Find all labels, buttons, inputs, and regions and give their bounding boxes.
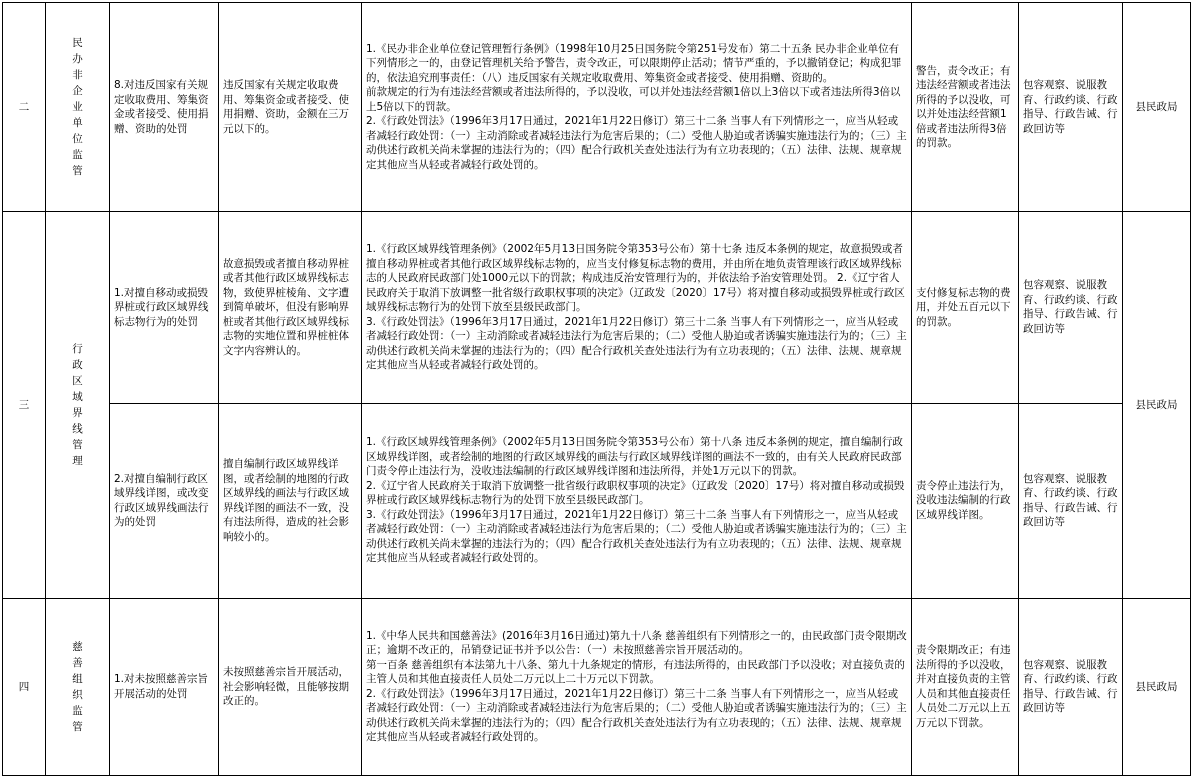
behavior-cell: 未按照慈善宗旨开展活动，社会影响轻微，且能够按期改正的。: [219, 598, 362, 775]
legal-basis-paragraph: 3.《行政处罚法》（1996年3月17日通过，2021年1月22日修订）第三十二条 当事人有下列情形之一，应当从轻或者减轻行政处罚：（一）主动消除或者减轻违法行为危害后果的；（二）受他人胁迫或者诱骗实施违法行为的；（三）主动供述行政机关尚未掌握的违法行为的；（四）配合行政机关查处违法行为有立功表现的；（五）法律、法规、规章规定其他应当从轻或者减轻行政处罚的。: [366, 508, 907, 565]
category-label: 民办非企业单位监管: [72, 37, 83, 178]
measures-cell: 包容观察、说服教育、行政约谈、行政指导、行政告诫、行政回访等: [1019, 403, 1123, 598]
legal-basis-paragraph: 前款规定的行为有违法经营额或者违法所得的，予以没收，可以并处违法经营额1倍以上3倍以下或者违法所得3倍以上5倍以下的罚款。: [366, 86, 901, 113]
item-cell: 1.对未按照慈善宗旨开展活动的处罚: [110, 598, 219, 775]
item-cell: 8.对违反国家有关规定收取费用、筹集资金或者接受、使用捐赠、资助的处罚: [110, 3, 219, 212]
organization-cell: 县民政局: [1123, 598, 1191, 775]
organization-cell: 县民政局: [1123, 3, 1191, 212]
organization-cell: 县民政局: [1123, 212, 1191, 598]
behavior-cell: 擅自编制行政区域界线详图，或者绘制的地图的行政区域界线的画法与行政区域界线详图的画法不一致，没有违法所得，造成的社会影响较小的。: [219, 403, 362, 598]
legal-basis-cell: [362, 212, 912, 403]
legal-basis-cell: [362, 403, 912, 598]
behavior-cell: 违反国家有关规定收取费用、筹集资金或者接受、使用捐赠、资助，金额在三万元以下的。: [219, 3, 362, 212]
category-cell: [46, 212, 110, 598]
item-cell: 1.对擅自移动或损毁界桩或行政区域界线标志物行为的处罚: [110, 212, 219, 403]
table-row: [3, 598, 1191, 775]
category-cell: [46, 598, 110, 775]
category-cell: [46, 3, 110, 212]
legal-basis-paragraph: 1.《中华人民共和国慈善法》(2016年3月16日通过)第九十八条 慈善组织有下列情形之一的，由民政部门责令限期改正；逾期不改正的，吊销登记证书并予以公告：（一）未按照慈善宗旨开展活动的。: [366, 629, 907, 657]
row-number: 二: [3, 3, 46, 212]
legal-basis-paragraph: 1.《民办非企业单位登记管理暂行条例》（1998年10月25日国务院令第251号发布）第二十五条 民办非企业单位有下列情形之一的，由登记管理机关给予警告，责令改正，可以限期停止活动；情节严重的，予以撤销登记；构成犯罪的，依法追究刑事责任：（八）违反国家有关规定收取费用、筹集资金或者接受、使用捐赠、资助的。: [366, 42, 902, 84]
penalty-cell: 警告，责令改正；有违法经营额或者违法所得的予以没收，可以并处违法经营额1倍或者违法所得3倍的罚款。: [912, 3, 1019, 212]
legal-basis-paragraph: 2.《行政处罚法》（1996年3月17日通过，2021年1月22日修订）第三十二条 当事人有下列情形之一，应当从轻或者减轻行政处罚：（一）主动消除或者减轻违法行为危害后果的；（二）受他人胁迫或者诱骗实施违法行为的；（三）主动供述行政机关尚未掌握的违法行为的；（四）配合行政机关查处违法行为有立功表现的；（五）法律、法规、规章规定其他应当从轻或者减轻行政处罚的。: [366, 687, 907, 744]
measures-cell: 包容观察、说服教育、行政约谈、行政指导、行政告诫、行政回访等: [1019, 598, 1123, 775]
penalty-cell: 责令停止违法行为，没收违法编制的行政区域界线详图。: [912, 403, 1019, 598]
category-label: 慈善组织监管: [72, 640, 83, 733]
penalty-cell: 支付修复标志物的费用，并处五百元以下的罚款。: [912, 212, 1019, 403]
table-row: [3, 3, 1191, 212]
legal-basis-cell: [362, 598, 912, 775]
row-number: 三: [3, 212, 46, 598]
measures-cell: 包容观察、说服教育、行政约谈、行政指导、行政告诫、行政回访等: [1019, 3, 1123, 212]
measures-cell: 包容观察、说服教育、行政约谈、行政指导、行政告诫、行政回访等: [1019, 212, 1123, 403]
legal-basis-cell: [362, 3, 912, 212]
penalty-discretion-table: [2, 2, 1191, 776]
legal-basis-paragraph: 2.《行政处罚法》（1996年3月17日通过，2021年1月22日修订）第三十二条 当事人有下列情形之一，应当从轻或者减轻行政处罚：（一）主动消除或者减轻违法行为危害后果的；（二）受他人胁迫或者诱骗实施违法行为的；（三）主动供述行政机关尚未掌握的违法行为的；（四）配合行政机关查处违法行为有立功表现的；（五）法律、法规、规章规定其他应当从轻或者减轻行政处罚的。: [366, 115, 907, 171]
penalty-cell: 责令限期改正；有违法所得的予以没收，并对直接负责的主管人员和其他直接责任人员处二万元以上五万元以下罚款。: [912, 598, 1019, 775]
legal-basis-paragraph: 2.《辽宁省人民政府关于取消下放调整一批省级行政职权事项的决定》（辽政发〔2020〕17号）将对擅自移动或损毁界桩或行政区域界线标志物行为的处罚下放至县级民政部门。: [366, 479, 905, 507]
legal-basis-paragraph: 第一百条 慈善组织有本法第九十八条、第九十九条规定的情形，有违法所得的，由民政部门予以没收；对直接负责的主管人员和其他直接责任人员处二万元以上二十万元以下罚款。: [366, 658, 905, 686]
table-row: [3, 212, 1191, 403]
legal-basis-paragraph: 3.《行政处罚法》（1996年3月17日通过，2021年1月22日修订）第三十二条 当事人有下列情形之一，应当从轻或者减轻行政处罚：（一）主动消除或者减轻违法行为危害后果的；（二）受他人胁迫或者诱骗实施违法行为的；（三）主动供述行政机关尚未掌握的违法行为的；（四）配合行政机关查处违法行为有立功表现的；（五）法律、法规、规章规定其他应当从轻或者减轻行政处罚的。: [366, 315, 907, 372]
behavior-cell: 故意损毁或者擅自移动界桩或者其他行政区域界线标志物，致使界桩棱角、文字遭到简单破坏，但没有影响界桩或者其他行政区域界线标志物的实地位置和界桩桩体文字内容辨认的。: [219, 212, 362, 403]
item-cell: 2.对擅自编制行政区域界线详图，或改变行政区域界线画法行为的处罚: [110, 403, 219, 598]
row-number: 四: [3, 598, 46, 775]
legal-basis-paragraph: 1.《行政区域界线管理条例》（2002年5月13日国务院令第353号公布）第十八条 违反本条例的规定，擅自编制行政区域界线详图，或者绘制的地图的行政区域界线的画法与行政区域界线详图的画法不一致的，由有关人民政府民政部门责令停止违法行为，没收违法编制的行政区域界线详图和违法所得，并处1万元以下的罚款。: [366, 436, 903, 478]
legal-basis-paragraph: 1.《行政区域界线管理条例》（2002年5月13日国务院令第353号公布）第十七条 违反本条例的规定，故意损毁或者擅自移动界桩或者其他行政区域界线标志物的，应当支付修复标志物的费用，并由所在地负责管理该行政区域界线标志的人民政府民政部门处1000元以下的罚款；构成违反治安管理行为的，并依法给予治安管理处罚。 2.《辽宁省人民政府关于取消下放调整一批省级行政职权事项的决定》（辽政发〔2020〕17号）将对擅自移动或损毁界桩或行政区域界线标志物行为的处罚下放至县级民政部门。: [366, 243, 905, 314]
table-row: [3, 403, 1191, 598]
category-label: 行政区域界线管理: [72, 343, 83, 467]
